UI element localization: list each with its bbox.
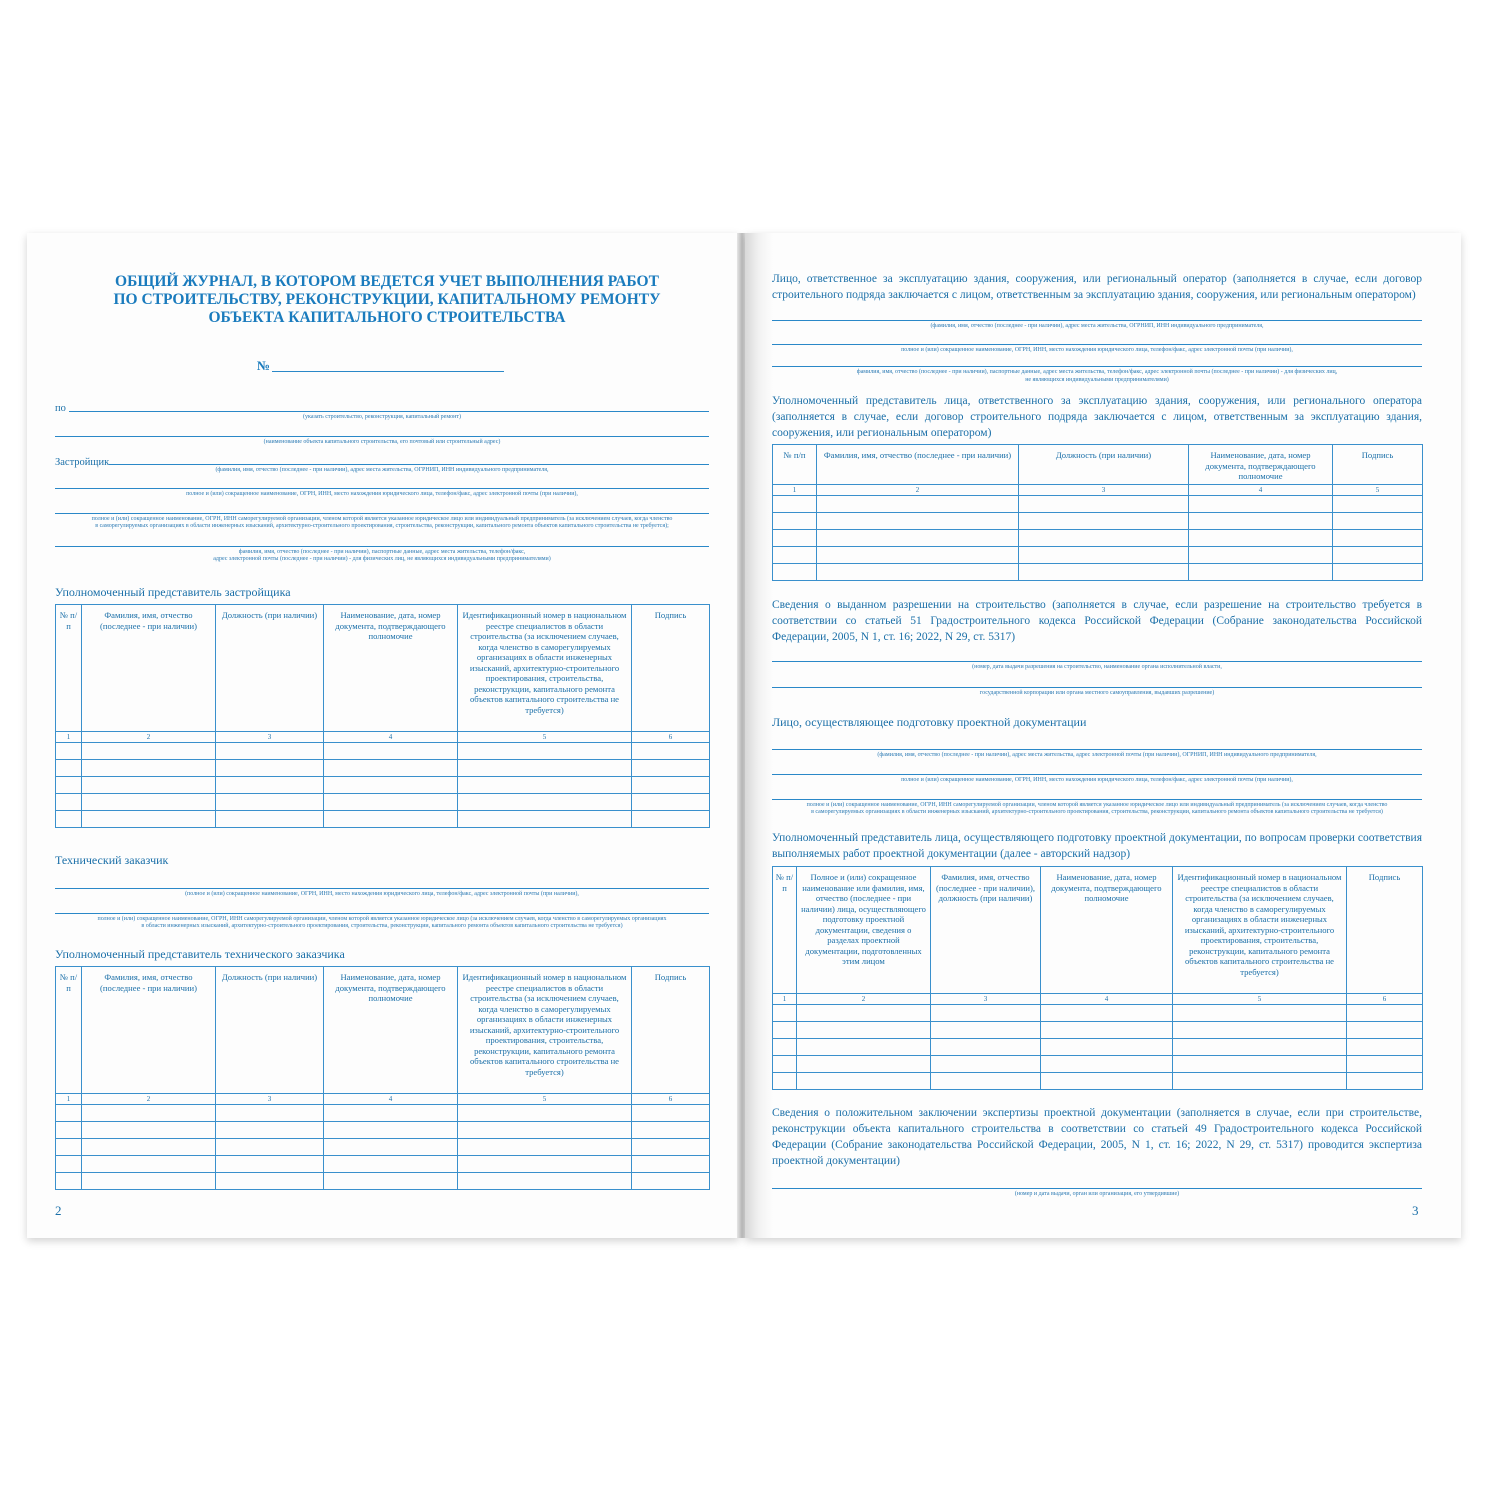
col-signature-header: Подпись [1347, 867, 1423, 994]
col-number: 1 [56, 1094, 82, 1105]
caption-z4a: фамилия, имя, отчество (последнее - при наличии), паспортные данные, адрес места жительства, телефон/факс, [238, 549, 526, 555]
col-number: 6 [632, 1094, 710, 1105]
caption-d3: полное и (или) сокращенное наименование, ОГРН, ИНН саморегулируемой организации, членом которой является указанное юридическое лицо или индивидуальный предприниматель (за исключением случаев, когда членство [806, 802, 1388, 808]
col-number: 4 [324, 1094, 458, 1105]
col-signature-header: Подпись [632, 967, 710, 1094]
col-id-header: Идентификационный номер в национальном реестре специалистов в области строительства (за исключением случаев, когда членство в саморегулируемых организациях в области инженерных изысканий, архитектурно-строительного проектирования, строительства, реконструкции, капитального ремонта объектов капитального строительства не требуется) [458, 605, 632, 732]
col-number: 1 [56, 732, 82, 743]
para-expertise: Сведения о положительном заключении экспертизы проектной документации (заполняется в случае, если при строительстве, реконструкции объекта капитального строительства в соответствии со статьей 49 Градостроительного кодекса Российской Федерации (Собрание законодательства Российской Федерации, 2005, N 1, ст. 16; 2022, N 29, ст. 5317) проводится экспертиза проектной документации) [772, 1107, 1422, 1167]
table-row[interactable] [56, 811, 710, 828]
col-number: 5 [1333, 485, 1423, 496]
col-name-header: Полное и (или) сокращенное наименование или фамилия, имя, отчество (последнее - при наличии) лица, осуществляющего подготовку проектной документации, сведения о разделах проектной документации, подготовленных этим лицом [797, 867, 931, 994]
table-row[interactable] [56, 1105, 710, 1122]
col-number: 3 [216, 732, 324, 743]
object-field[interactable] [55, 436, 709, 437]
col-number: 2 [817, 485, 1019, 496]
table-row[interactable] [56, 1139, 710, 1156]
table-row[interactable] [773, 1005, 1423, 1022]
col-number: 4 [1041, 994, 1173, 1005]
responsible-rep-table [772, 444, 1423, 581]
table-row[interactable] [773, 1073, 1423, 1090]
permit-field-1[interactable] [772, 661, 1422, 662]
zastroyshik-field-4[interactable] [55, 546, 709, 547]
tech-customer-field-2[interactable] [55, 913, 709, 914]
design-field-1[interactable] [772, 749, 1422, 750]
col-position-header: Должность (при наличии) [1019, 445, 1189, 485]
design-field-3[interactable] [772, 799, 1422, 800]
col-position-header: Должность (при наличии) [216, 967, 324, 1094]
col-fio-header: Фамилия, имя, отчество (последнее - при наличии), должность (при наличии) [931, 867, 1041, 994]
col-document-header: Наименование, дата, номер документа, подтверждающего полномочие [324, 967, 458, 1094]
col-fio-header: Фамилия, имя, отчество (последнее - при наличии) [82, 605, 216, 732]
caption-perm1: (номер, дата выдачи разрешения на строительство, наименование органа исполнительной власти, [972, 664, 1222, 670]
col-id-header: Идентификационный номер в национальном реестре специалистов в области строительства (за исключением случаев, когда членство в саморегулируемых организациях в области инженерных изысканий, архитектурно-строительного проектирования, строительства, реконструкции, капитального ремонта объектов капитального строительства не требуется) [458, 967, 632, 1094]
title-line-3: ОБЪЕКТА КАПИТАЛЬНОГО СТРОИТЕЛЬСТВА [208, 309, 566, 326]
rep-zastroyshik-table [55, 604, 710, 828]
page-number-right: 3 [1412, 1203, 1419, 1218]
caption-d2: полное и (или) сокращенное наименование, ОГРН, ИНН, место нахождения юридического лица, телефон/факс, адрес электронной почты (при наличии), [901, 777, 1293, 783]
caption-r2: полное и (или) сокращенное наименование, ОГРН, ИНН, место нахождения юридического лица, телефон/факс, адрес электронной почты (при наличии), [901, 347, 1293, 353]
expertise-field[interactable] [772, 1188, 1422, 1189]
journal-title [87, 273, 687, 327]
table-row[interactable] [773, 1022, 1423, 1039]
table-row[interactable] [56, 1122, 710, 1139]
col-number: 5 [458, 732, 632, 743]
zastroyshik-field[interactable] [109, 464, 709, 465]
caption-perm2: государственной корпорации или органа местного самоуправления, выдавших разрешение) [979, 690, 1215, 696]
col-number: 5 [458, 1094, 632, 1105]
left-page [27, 233, 739, 1238]
col-number: 2 [82, 1094, 216, 1105]
caption-z3b: в саморегулируемых организациях в области инженерных изысканий, архитектурно-строительного проектирования, строительства, реконструкции, капитального ремонта объектов капитального строительства не требуется); [95, 523, 669, 529]
heading-design-person: Лицо, осуществляющее подготовку проектной документации [772, 715, 1087, 729]
para-author-supervision: Уполномоченный представитель лица, осуществляющего подготовку проектной документации, по вопросам проверки соответствия выполняемых работ проектной документации (далее - авторский надзор) [772, 832, 1422, 860]
caption-t2a: полное и (или) сокращенное наименование, ОГРН, ИНН саморегулируемой организации, членом которой является указанное юридическое лицо (за исключением случаев, когда членство в саморегулируемых организациях [97, 916, 667, 922]
col-number: 3 [1019, 485, 1189, 496]
col-fio-header: Фамилия, имя, отчество (последнее - при наличии) [817, 445, 1019, 485]
zastroyshik-field-3[interactable] [55, 513, 709, 514]
caption-po: (указать строительство, реконструкция, капитальный ремонт) [303, 414, 461, 420]
responsible-field-2[interactable] [772, 344, 1422, 345]
table-row[interactable] [56, 743, 710, 760]
col-num-header: № п/п [56, 605, 82, 732]
caption-r1: (фамилия, имя, отчество (последнее - при наличии), адрес места жительства, ОГРНИП, ИНН индивидуального предпринимателя, [930, 323, 1264, 329]
heading-rep-tech: Уполномоченный представитель технического заказчика [55, 947, 345, 961]
col-number: 4 [1189, 485, 1333, 496]
po-label: по [55, 403, 66, 414]
responsible-field-1[interactable] [772, 320, 1422, 321]
title-line-1: ОБЩИЙ ЖУРНАЛ, В КОТОРОМ ВЕДЕТСЯ УЧЕТ ВЫПОЛНЕНИЯ РАБОТ [115, 273, 659, 290]
tech-customer-field[interactable] [55, 888, 709, 889]
col-fio-header: Фамилия, имя, отчество (последнее - при наличии) [82, 967, 216, 1094]
page-number-left: 2 [55, 1203, 62, 1218]
caption-z3a: полное и (или) сокращенное наименование, ОГРН, ИНН саморегулируемой организации, членом которой является указанное юридическое лицо или индивидуальный предприниматель (за исключением случаев, когда членство [91, 516, 673, 522]
col-num-header: № п/п [56, 967, 82, 1094]
col-document-header: Наименование, дата, номер документа, подтверждающего полномочие [1041, 867, 1173, 994]
responsible-field-3[interactable] [772, 366, 1422, 367]
heading-rep-zastroyshik: Уполномоченный представитель застройщика [55, 585, 291, 599]
rep-tech-table [55, 966, 710, 1190]
caption-object: (наименование объекта капитального строительства, его почтовый или строительный адрес) [263, 439, 501, 445]
title-line-2: ПО СТРОИТЕЛЬСТВУ, РЕКОНСТРУКЦИИ, КАПИТАЛЬНОМУ РЕМОНТУ [113, 291, 661, 308]
caption-expertise: (номер и дата выдачи, орган или организация, его утвердившие) [1014, 1191, 1180, 1197]
col-number: 1 [773, 994, 797, 1005]
col-number: 2 [82, 732, 216, 743]
po-field[interactable] [69, 411, 709, 412]
col-number: 4 [324, 732, 458, 743]
col-num-header: № п/п [773, 445, 817, 485]
caption-z1: (фамилия, имя, отчество (последнее - при наличии), адрес места жительства, ОГРНИП, ИНН индивидуального предпринимателя, [215, 467, 549, 473]
caption-d4: в саморегулируемых организациях в области инженерных изысканий, архитектурно-строительного проектирования, строительства, реконструкции, капитального ремонта объектов капитального строительства не требуется) [811, 809, 1383, 815]
caption-d1: (фамилия, имя, отчество (последнее - при наличии), адрес места жительства, адрес электронной почты (при наличии), ОГРНИП, ИНН индивидуального предпринимателя, [877, 752, 1317, 758]
table-row[interactable] [773, 1039, 1423, 1056]
permit-field-2[interactable] [772, 687, 1422, 688]
zastroyshik-label: Застройщик [55, 457, 110, 468]
author-supervision-table [772, 866, 1423, 1090]
design-field-2[interactable] [772, 774, 1422, 775]
heading-tech-customer: Технический заказчик [55, 853, 169, 867]
table-row[interactable] [773, 496, 1423, 513]
caption-r3a: фамилия, имя, отчество (последнее - при наличии), паспортные данные, адрес места жительства, телефон/факс, адрес электронной почты (последнее - при наличии) - для физических лиц, [856, 369, 1338, 375]
table-row[interactable] [773, 547, 1423, 564]
table-row[interactable] [56, 794, 710, 811]
col-number: 5 [1173, 994, 1347, 1005]
col-number: 3 [216, 1094, 324, 1105]
zastroyshik-field-2[interactable] [55, 488, 709, 489]
caption-r3b: не являющихся индивидуальными предпринимателями) [1025, 377, 1169, 383]
col-number: 2 [797, 994, 931, 1005]
table-row[interactable] [773, 513, 1423, 530]
col-number: 1 [773, 485, 817, 496]
right-page [745, 233, 1461, 1238]
table-row[interactable] [56, 1173, 710, 1190]
col-num-header: № п/п [773, 867, 797, 994]
table-row[interactable] [773, 530, 1423, 547]
para-responsible-person: Лицо, ответственное за эксплуатацию здания, сооружения, или региональный оператор (заполняется в случае, если договор строительного подряда заключается с лицом, ответственным за эксплуатацию здания, сооружения, или региональным оператором) [772, 273, 1422, 301]
col-id-header: Идентификационный номер в национальном реестре специалистов в области строительства (за исключением случаев, когда членство в саморегулируемых организациях в области инженерных изысканий, архитектурно-строительного проектирования, строительства, реконструкции, капитального ремонта объектов капитального строительства не требуется) [1173, 867, 1347, 994]
table-row[interactable] [56, 777, 710, 794]
caption-t1: (полное и (или) сокращенное наименование, ОГРН, ИНН, место нахождения юридического лица, телефон/факс, адрес электронной почты (при наличии), [185, 891, 579, 897]
col-number: 6 [632, 732, 710, 743]
col-position-header: Должность (при наличии) [216, 605, 324, 732]
para-responsible-rep: Уполномоченный представитель лица, ответственного за эксплуатацию здания, сооружения, или регионального оператора (заполняется в случае, если договор строительного подряда заключается с лицом, ответственным за эксплуатацию здания, сооружения, или региональным оператором) [772, 395, 1422, 439]
col-number: 3 [931, 994, 1041, 1005]
caption-z2: полное и (или) сокращенное наименование, ОГРН, ИНН, место нахождения юридического лица, телефон/факс, адрес электронной почты (при наличии), [186, 491, 578, 497]
table-row[interactable] [773, 1056, 1423, 1073]
col-document-header: Наименование, дата, номер документа, подтверждающего полномочие [1189, 445, 1333, 485]
table-row[interactable] [773, 564, 1423, 581]
col-signature-header: Подпись [632, 605, 710, 732]
number-label: № [257, 358, 271, 373]
table-row[interactable] [56, 760, 710, 777]
col-number: 6 [1347, 994, 1423, 1005]
col-signature-header: Подпись [1333, 445, 1423, 485]
col-document-header: Наименование, дата, номер документа, подтверждающего полномочие [324, 605, 458, 732]
number-field[interactable] [272, 371, 504, 372]
table-row[interactable] [56, 1156, 710, 1173]
caption-z4b: адрес электронной почты (последнее - при наличии) - для физических лиц, не являющихся индивидуальными предпринимателями) [213, 556, 551, 562]
caption-t2b: в области инженерных изысканий, архитектурно-строительного проектирования, строительства, реконструкции, капитального ремонта объектов капитального строительства не требуется) [141, 923, 623, 929]
para-building-permit: Сведения о выданном разрешении на строительство (заполняется в случае, если разрешение на строительство требуется в соответствии со статьей 51 Градостроительного кодекса Российской Федерации (Собрание законодательства Российской Федерации, 2005, N 1, ст. 16; 2022, N 29, ст. 5317) [772, 599, 1422, 643]
